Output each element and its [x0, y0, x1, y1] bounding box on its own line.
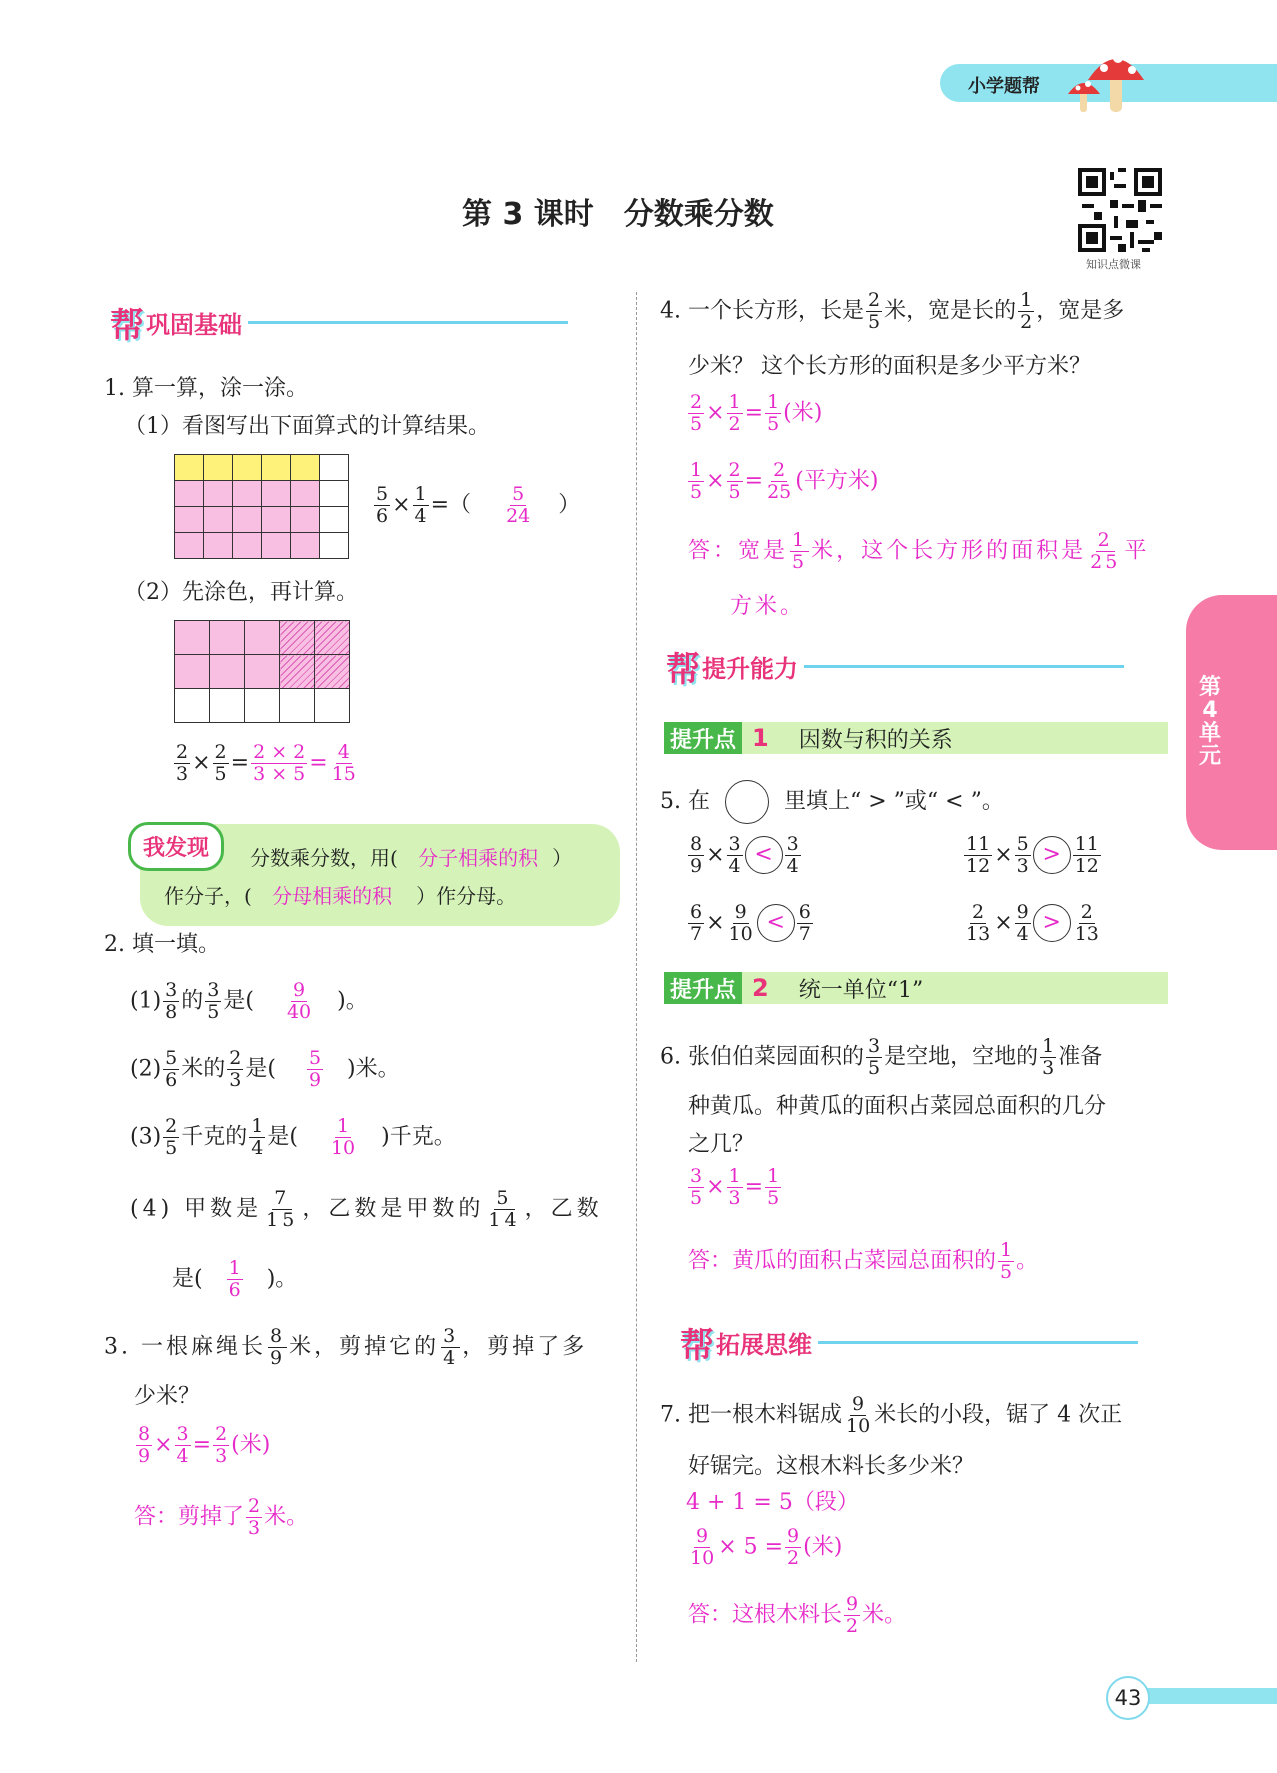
section-title: 巩固基础	[146, 311, 242, 339]
answer-denominator: 6	[228, 1278, 241, 1301]
q4-answer-line2: 方米。	[730, 594, 806, 619]
q2-sub4-line2: 是( $\frac{1}{6}$ )。	[172, 1257, 298, 1301]
q5-item-4: $\frac{2}{13}$ × $\frac{9}{4}$ > $\frac{2}{13}$	[966, 901, 1099, 945]
q1-sub2: （2）先涂色，再计算。	[124, 580, 358, 605]
q2-sub2: (2) $\frac{5}{6}$ 米的 $\frac{2}{3}$ 是( $\frac{5}{9}$ )米。	[130, 1047, 400, 1091]
mushroom-icon	[1060, 44, 1150, 116]
answer-text: 答：这根木料长	[688, 1602, 843, 1628]
answer-text: 答：剪掉了	[134, 1504, 245, 1530]
q3-line2: 少米？	[134, 1384, 201, 1409]
discover-line-1: 分数乘分数，用( 分子相乘的积 ）	[250, 846, 573, 870]
discover-answer-2: 分母相乘的积	[272, 884, 393, 908]
q5-title	[660, 780, 1004, 824]
q3-line1: 3. 一根麻绳长 $\frac{8}{9}$ 米，剪掉它的 $\frac{3}{4}$ ，剪掉了多	[104, 1325, 588, 1369]
q1-sub1: （1）看图写出下面算式的计算结果。	[124, 414, 490, 439]
answer-text: 米，这个长方形的面积是	[811, 538, 1087, 564]
page-title: 第 3 课时 分数乘分数	[462, 197, 774, 232]
q1-title: 1. 算一算，涂一涂。	[104, 376, 308, 401]
section-basic-heading	[110, 298, 568, 347]
compare-circle: >	[1033, 836, 1071, 874]
unit-tab-char: 4	[1202, 698, 1218, 724]
section-improve-heading	[666, 642, 1124, 691]
q7-step1: 4 + 1 = 5（段）	[686, 1490, 859, 1515]
unit-tab-text	[1198, 676, 1222, 768]
q6-work: $\frac{3}{5}$ × $\frac{1}{3}$ = $\frac{1}{5}$	[690, 1165, 780, 1209]
answer-numerator: 5	[512, 483, 525, 505]
q4-line2: 少米？ 这个长方形的面积是多少平方米？	[688, 354, 1091, 379]
q4-line1: 4. 一个长方形，长是 $\frac{2}{5}$ 米，宽是长的 $\frac{1}{2}$ ，宽是多	[660, 289, 1125, 333]
q4-work-2: $\frac{1}{5}$ × $\frac{2}{5}$ = $\frac{2}{25}$ (平方米)	[690, 459, 879, 503]
unit-tab-char: 第	[1198, 675, 1221, 700]
q2-sub3: (3) $\frac{2}{5}$ 千克的 $\frac{1}{4}$ 是( $\frac{1}{10}$ )千克。	[130, 1115, 456, 1159]
q6-line2: 种黄瓜。种黄瓜的面积占菜园总面积的几分	[688, 1094, 1107, 1119]
answer-text: 平	[1124, 538, 1150, 564]
answer-denominator: 9	[308, 1068, 322, 1091]
heading-line	[818, 1341, 1138, 1344]
bang-logo: 帮	[110, 306, 144, 346]
q4-work-1: $\frac{2}{5}$ × $\frac{1}{2}$ = $\frac{1}{5}$ (米)	[690, 391, 823, 435]
compare-circle: <	[757, 904, 795, 942]
q2-sub4: (4) 甲数是 $\frac{7}{15}$ ，乙数是甲数的 $\frac{5}{14}$ ，乙数	[130, 1187, 603, 1231]
answer-numerator: 9	[293, 979, 306, 1001]
unit-tab-char: 元	[1198, 744, 1221, 770]
blank-circle-icon	[725, 780, 769, 824]
q5-title-text: 5. 在	[660, 789, 710, 814]
q1-sub1-expression: $\frac{5}{6}$ × $\frac{1}{4}$ =（ $\frac{5}{24}$ ）	[376, 483, 581, 527]
q1-sub2-expression: $\frac{2}{3}$ × $\frac{2}{5}$ = $\frac{2 \times 2}{3 \times 5}$ = $\frac{4}{15}$	[176, 741, 356, 785]
q5-item-3: $\frac{6}{7}$ × $\frac{9}{10}$ < $\frac{6}{7}$	[690, 901, 811, 945]
section-expand-heading	[680, 1318, 1138, 1367]
answer-text: 答：宽是	[688, 538, 789, 564]
q3-answer: 答：剪掉了 $\frac{2}{3}$ 米。	[134, 1495, 309, 1539]
column-divider	[636, 292, 637, 1662]
section-title: 提升能力	[702, 655, 798, 683]
answer-denominator: 40	[286, 1000, 312, 1023]
q3-work: $\frac{8}{9}$ × $\frac{3}{4}$ = $\frac{2}{3}$ (米)	[138, 1423, 271, 1467]
improve-tag: 提升点	[664, 972, 742, 1004]
grid-figure-1	[174, 454, 349, 559]
improve-label: 因数与积的关系	[798, 727, 953, 753]
q7-answer: 答：这根木料长 $\frac{9}{2}$ 米。	[688, 1593, 907, 1637]
section-title: 拓展思维	[716, 1331, 812, 1359]
heading-line	[248, 321, 568, 324]
q2-sub1: (1) $\frac{3}{8}$ 的 $\frac{3}{5}$ 是( $\frac{9}{40}$ )。	[130, 979, 368, 1023]
discover-text: 作分子，(	[164, 884, 252, 908]
compare-circle: <	[745, 836, 783, 874]
q5-item-1: $\frac{8}{9}$ × $\frac{3}{4}$ < $\frac{3}{4}$	[690, 833, 799, 877]
qr-code-icon	[1078, 168, 1162, 252]
discover-tag: 我发现	[128, 822, 224, 871]
answer-text: 答：黄瓜的面积占菜园总面积的	[688, 1248, 997, 1274]
answer-numerator: 5	[308, 1047, 322, 1069]
discover-text: 分数乘分数，用(	[250, 846, 398, 870]
discover-line-2	[164, 886, 516, 906]
brand-label: 小学题帮	[968, 76, 1040, 97]
bang-logo: 帮	[666, 650, 700, 690]
discover-text: ）作分母。	[416, 884, 517, 908]
improve-point-2	[664, 972, 1168, 1004]
answer-denominator: 24	[506, 504, 531, 527]
improve-label: 统一单位“1”	[798, 977, 924, 1003]
page-number: 43	[1106, 1676, 1150, 1720]
improve-num: 1	[752, 724, 769, 752]
q6-line1: 6. 张伯伯菜园面积的 $\frac{3}{5}$ 是空地，空地的 $\frac{1}{3}$ 准备	[660, 1035, 1103, 1079]
grid-figure-2	[174, 620, 350, 723]
q2-title: 2. 填一填。	[104, 932, 220, 957]
q7-line1: 7. 把一根木料锯成 $\frac{9}{10}$ 米长的小段，锯了 4 次正	[660, 1393, 1123, 1437]
q7-line2: 好锯完。这根木料长多少米？	[688, 1454, 975, 1479]
q7-work: $\frac{9}{10}$ × 5 = $\frac{9}{2}$ (米)	[690, 1525, 843, 1569]
answer-numerator: 1	[337, 1115, 350, 1137]
q4-answer: 答：宽是 $\frac{1}{5}$ 米，这个长方形的面积是 $\frac{2}{25}$ 平	[688, 529, 1150, 573]
q6-line3: 之几？	[688, 1132, 755, 1157]
q5-title-text: 里填上“ > ”或“ < ”。	[783, 789, 1004, 814]
bang-logo: 帮	[680, 1326, 714, 1366]
heading-line	[804, 665, 1124, 668]
unit-tab-char: 单	[1198, 721, 1221, 747]
q6-answer: 答：黄瓜的面积占菜园总面积的 $\frac{1}{5}$ 。	[688, 1239, 1039, 1283]
qr-caption: 知识点微课	[1086, 258, 1141, 271]
answer-numerator: 1	[228, 1257, 241, 1279]
improve-tag: 提升点	[664, 722, 742, 754]
improve-num: 2	[752, 974, 769, 1002]
improve-point-1	[664, 722, 1168, 754]
q5-item-2: $\frac{11}{12}$ × $\frac{5}{3}$ > $\frac{11}{12}$	[966, 833, 1099, 877]
answer-denominator: 10	[330, 1136, 356, 1159]
compare-circle: >	[1033, 904, 1071, 942]
discover-answer-1: 分子相乘的积	[418, 846, 539, 870]
